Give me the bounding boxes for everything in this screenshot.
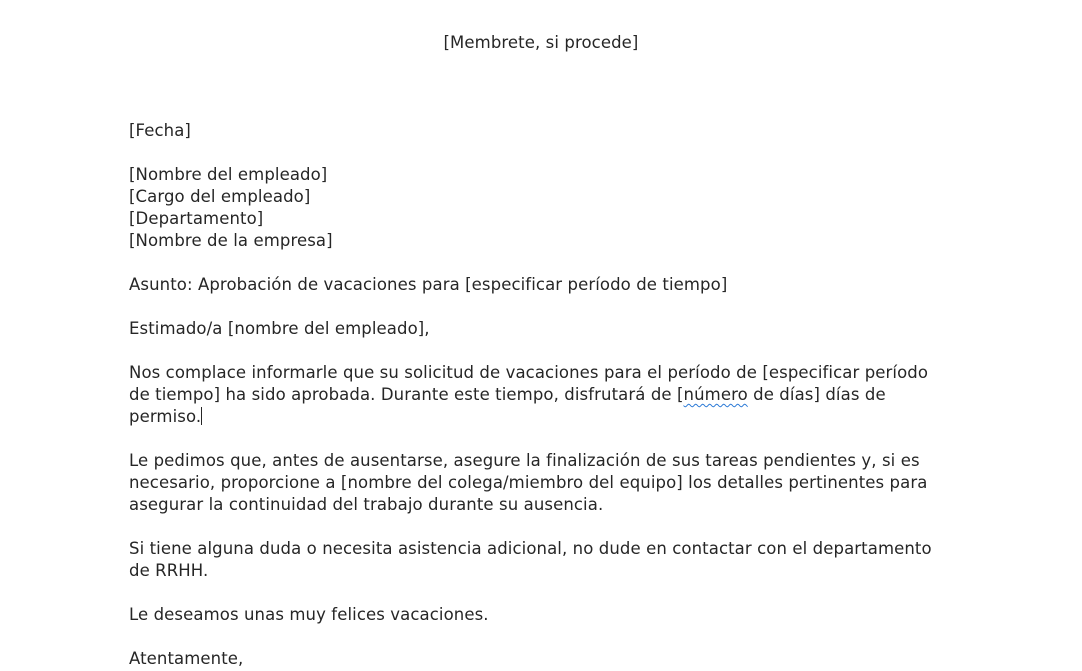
subject-line[interactable]: Asunto: Aprobación de vacaciones para [especificar período de tiempo] xyxy=(129,275,728,294)
paragraph-contact-line-2: de RRHH. xyxy=(129,561,209,580)
text-run: permiso. xyxy=(129,407,202,426)
date-block xyxy=(129,120,959,142)
paragraph-approval-line-3 xyxy=(129,406,959,428)
paragraph-contact[interactable] xyxy=(129,538,959,582)
text-run: de días] días de xyxy=(747,385,886,404)
date-line[interactable]: [Fecha] xyxy=(129,121,191,140)
greeting-block xyxy=(129,318,959,340)
recipient-position[interactable]: [Cargo del empleado] xyxy=(129,187,311,206)
recipient-company[interactable]: [Nombre de la empresa] xyxy=(129,231,333,250)
recipient-block xyxy=(129,164,959,252)
recipient-department[interactable]: [Departamento] xyxy=(129,209,264,228)
paragraph-handover-line-2: necesario, proporcione a [nombre del colega/miembro del equipo] los detalles pertinentes para xyxy=(129,473,928,492)
subject-block xyxy=(129,274,959,296)
paragraph-wishes[interactable] xyxy=(129,604,959,626)
spellcheck-flagged-word[interactable]: número xyxy=(683,385,748,404)
paragraph-handover[interactable] xyxy=(129,450,959,516)
paragraph-approval[interactable] xyxy=(129,362,959,428)
paragraph-contact-line-1: Si tiene alguna duda o necesita asistencia adicional, no dude en contactar con el departamento xyxy=(129,539,932,558)
paragraph-handover-line-3: asegurar la continuidad del trabajo durante su ausencia. xyxy=(129,495,604,514)
text-run: de tiempo] ha sido aprobada. Durante este tiempo, disfrutará de [ xyxy=(129,385,684,404)
closing-block xyxy=(129,648,959,670)
closing-line[interactable]: Atentamente, xyxy=(129,649,244,668)
paragraph-handover-line-1: Le pedimos que, antes de ausentarse, asegure la finalización de sus tareas pendientes y, si es xyxy=(129,451,920,470)
paragraph-wishes-line: Le deseamos unas muy felices vacaciones. xyxy=(129,605,489,624)
letterhead[interactable]: [Membrete, si procede] xyxy=(443,33,639,52)
recipient-name[interactable]: [Nombre del empleado] xyxy=(129,165,328,184)
paragraph-approval-line-2 xyxy=(129,384,959,406)
greeting-line[interactable]: Estimado/a [nombre del empleado], xyxy=(129,319,430,338)
letter-body[interactable] xyxy=(129,120,959,670)
paragraph-approval-line-1: Nos complace informarle que su solicitud de vacaciones para el período de [especificar período xyxy=(129,363,929,382)
text-cursor xyxy=(201,407,202,425)
